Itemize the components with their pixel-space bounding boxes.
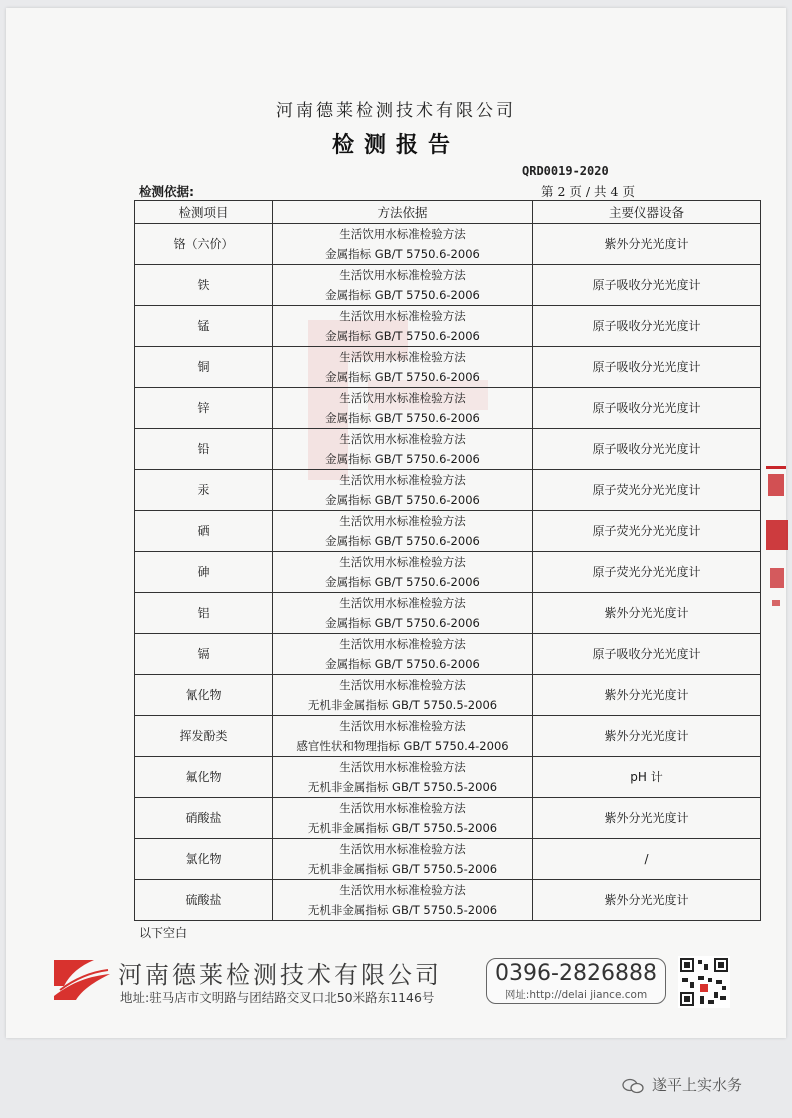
test-item-cell: 镉 — [135, 634, 273, 675]
method-cell — [273, 265, 533, 306]
method-standard-code: 金属指标 GB/T 5750.6-2006 — [325, 616, 480, 630]
equipment-cell: 原子吸收分光光度计 — [533, 429, 761, 470]
method-standard-code: 无机非金属指标 GB/T 5750.5-2006 — [307, 903, 498, 917]
wechat-icon — [622, 1078, 644, 1094]
method-standard-code: 金属指标 GB/T 5750.6-2006 — [325, 452, 480, 466]
method-standard-name: 生活饮用水标准检验方法 — [339, 637, 466, 651]
table-row — [135, 634, 761, 675]
table-row — [135, 470, 761, 511]
table-row — [135, 716, 761, 757]
method-standard-name: 生活饮用水标准检验方法 — [339, 883, 466, 897]
method-standard-name: 生活饮用水标准检验方法 — [339, 350, 466, 364]
equipment-cell: 紫外分光光度计 — [533, 716, 761, 757]
method-standard-code: 无机非金属指标 GB/T 5750.5-2006 — [307, 780, 498, 794]
method-cell — [273, 552, 533, 593]
page-info: 第 2 页 / 共 4 页 — [541, 184, 635, 199]
method-standard-name: 生活饮用水标准检验方法 — [339, 555, 466, 569]
method-standard-name: 生活饮用水标准检验方法 — [339, 801, 466, 815]
test-item-cell: 铅 — [135, 429, 273, 470]
method-standard-code: 金属指标 GB/T 5750.6-2006 — [325, 370, 480, 384]
test-item-cell: 锰 — [135, 306, 273, 347]
equipment-cell: 紫外分光光度计 — [533, 224, 761, 265]
blank-note: 以下空白 — [139, 926, 188, 940]
report-title: 检测报告 — [331, 133, 460, 158]
equipment-cell: 原子吸收分光光度计 — [533, 634, 761, 675]
wechat-account — [622, 1074, 742, 1095]
table-row — [135, 839, 761, 880]
equipment-cell: 原子吸收分光光度计 — [533, 388, 761, 429]
method-standard-name: 生活饮用水标准检验方法 — [339, 473, 466, 487]
method-cell — [273, 306, 533, 347]
table-header-row — [135, 201, 761, 224]
method-standard-name: 生活饮用水标准检验方法 — [339, 760, 466, 774]
method-cell — [273, 388, 533, 429]
method-cell — [273, 880, 533, 921]
equipment-cell: 原子吸收分光光度计 — [533, 265, 761, 306]
equipment-cell: 紫外分光光度计 — [533, 880, 761, 921]
table-body — [135, 224, 761, 921]
method-standard-name: 生活饮用水标准检验方法 — [339, 678, 466, 692]
method-standard-name: 生活饮用水标准检验方法 — [339, 227, 466, 241]
table-row — [135, 593, 761, 634]
footer-phone: 0396-2826888 — [495, 961, 657, 986]
test-item-cell: 硒 — [135, 511, 273, 552]
header-equipment: 主要仪器设备 — [533, 201, 761, 224]
test-item-cell: 硫酸盐 — [135, 880, 273, 921]
equipment-cell: 原子荧光分光光度计 — [533, 470, 761, 511]
test-item-cell: 氰化物 — [135, 675, 273, 716]
footer-address: 地址:驻马店市文明路与团结路交叉口北50米路东1146号 — [120, 990, 435, 1005]
test-item-cell: 铝 — [135, 593, 273, 634]
test-item-cell: 锌 — [135, 388, 273, 429]
method-standard-code: 感官性状和物理指标 GB/T 5750.4-2006 — [296, 739, 509, 753]
footer-company-name: 河南德莱检测技术有限公司 — [118, 961, 442, 989]
table-row — [135, 511, 761, 552]
method-cell — [273, 224, 533, 265]
method-standard-code: 无机非金属指标 GB/T 5750.5-2006 — [307, 698, 498, 712]
method-standard-code: 金属指标 GB/T 5750.6-2006 — [325, 247, 480, 261]
method-cell — [273, 675, 533, 716]
table-row — [135, 880, 761, 921]
method-cell — [273, 511, 533, 552]
equipment-cell: 原子荧光分光光度计 — [533, 552, 761, 593]
method-standard-name: 生活饮用水标准检验方法 — [339, 514, 466, 528]
test-item-cell: 挥发酚类 — [135, 716, 273, 757]
method-standard-code: 金属指标 GB/T 5750.6-2006 — [325, 411, 480, 425]
equipment-cell: 紫外分光光度计 — [533, 675, 761, 716]
method-standard-name: 生活饮用水标准检验方法 — [339, 268, 466, 282]
test-item-cell: 铬（六价） — [135, 224, 273, 265]
equipment-cell: / — [533, 839, 761, 880]
method-standard-code: 金属指标 GB/T 5750.6-2006 — [325, 329, 480, 343]
method-cell — [273, 470, 533, 511]
test-item-cell: 硝酸盐 — [135, 798, 273, 839]
test-item-cell: 汞 — [135, 470, 273, 511]
equipment-cell: 原子吸收分光光度计 — [533, 306, 761, 347]
method-standard-code: 金属指标 GB/T 5750.6-2006 — [325, 288, 480, 302]
table-row — [135, 675, 761, 716]
method-standard-code: 金属指标 GB/T 5750.6-2006 — [325, 493, 480, 507]
equipment-cell: 紫外分光光度计 — [533, 593, 761, 634]
method-cell — [273, 593, 533, 634]
method-standard-name: 生活饮用水标准检验方法 — [339, 596, 466, 610]
table-row — [135, 757, 761, 798]
basis-label: 检测依据: — [139, 184, 194, 199]
method-cell — [273, 839, 533, 880]
table-row — [135, 798, 761, 839]
equipment-cell: pH 计 — [533, 757, 761, 798]
table-row — [135, 306, 761, 347]
test-item-cell: 氯化物 — [135, 839, 273, 880]
method-cell — [273, 757, 533, 798]
footer-website: 网址:http://delai jiance.com — [504, 989, 648, 1001]
equipment-cell: 原子吸收分光光度计 — [533, 347, 761, 388]
table-row — [135, 265, 761, 306]
method-standard-code: 金属指标 GB/T 5750.6-2006 — [325, 534, 480, 548]
table-row — [135, 224, 761, 265]
method-cell — [273, 347, 533, 388]
method-standard-name: 生活饮用水标准检验方法 — [339, 391, 466, 405]
table-row — [135, 347, 761, 388]
method-cell — [273, 716, 533, 757]
contact-box — [486, 958, 666, 1004]
equipment-cell: 原子荧光分光光度计 — [533, 511, 761, 552]
header-method: 方法依据 — [273, 201, 533, 224]
method-standard-name: 生活饮用水标准检验方法 — [339, 719, 466, 733]
test-item-cell: 氟化物 — [135, 757, 273, 798]
method-standard-name: 生活饮用水标准检验方法 — [339, 309, 466, 323]
method-cell — [273, 798, 533, 839]
method-cell — [273, 429, 533, 470]
method-standard-name: 生活饮用水标准检验方法 — [339, 432, 466, 446]
equipment-cell: 紫外分光光度计 — [533, 798, 761, 839]
method-standard-name: 生活饮用水标准检验方法 — [339, 842, 466, 856]
qr-code-icon — [678, 956, 730, 1008]
method-cell — [273, 634, 533, 675]
table-row — [135, 388, 761, 429]
table-row — [135, 552, 761, 593]
header-item: 检测项目 — [135, 201, 273, 224]
method-standard-code: 金属指标 GB/T 5750.6-2006 — [325, 575, 480, 589]
document-number: QRD0019-2020 — [522, 164, 609, 178]
wechat-account-name: 遂平上实水务 — [652, 1076, 743, 1094]
seam-stamp-icon — [760, 460, 790, 620]
company-logo-icon — [50, 952, 112, 1004]
method-standard-code: 无机非金属指标 GB/T 5750.5-2006 — [307, 862, 498, 876]
method-standard-code: 无机非金属指标 GB/T 5750.5-2006 — [307, 821, 498, 835]
test-item-cell: 砷 — [135, 552, 273, 593]
table-row — [135, 429, 761, 470]
test-item-cell: 铁 — [135, 265, 273, 306]
test-item-cell: 铜 — [135, 347, 273, 388]
method-standard-code: 金属指标 GB/T 5750.6-2006 — [325, 657, 480, 671]
test-basis-table — [134, 200, 761, 921]
company-name: 河南德莱检测技术有限公司 — [276, 101, 516, 121]
